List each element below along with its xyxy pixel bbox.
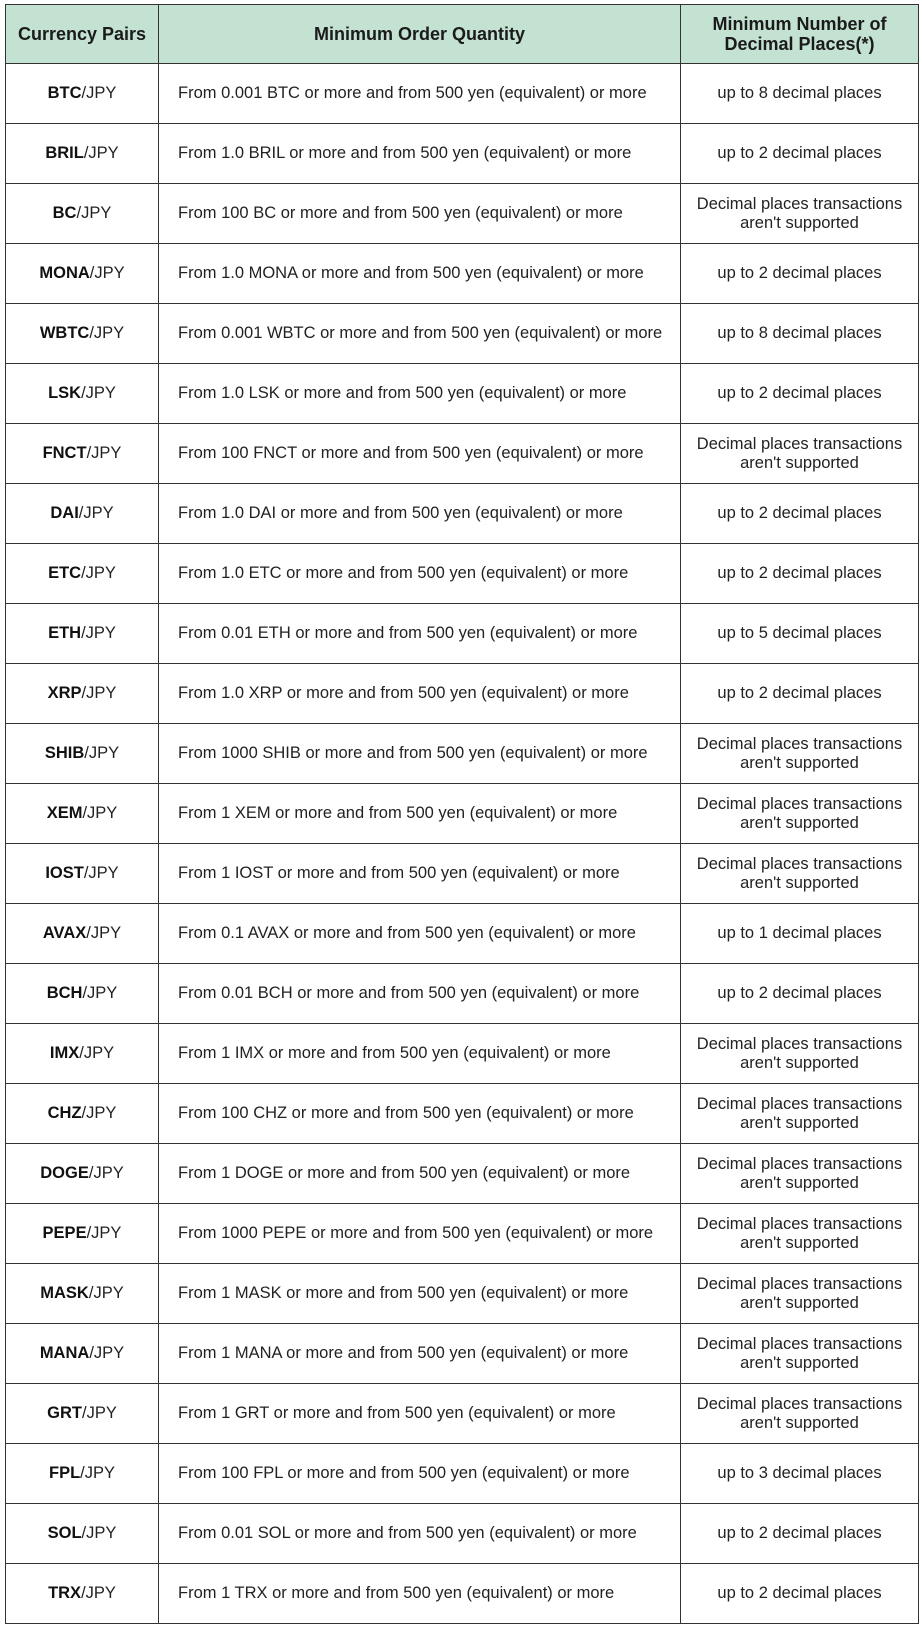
table-row <box>6 784 919 844</box>
quote-currency: /JPY <box>82 804 118 822</box>
currency-pair-cell <box>6 124 159 184</box>
quote-currency: /JPY <box>81 84 117 102</box>
minimum-order-quantity-cell: From 1 DOGE or more and from 500 yen (equivalent) or more <box>159 1144 681 1204</box>
decimal-places-cell: up to 2 decimal places <box>681 544 919 604</box>
quote-currency: /JPY <box>86 924 122 942</box>
table-row <box>6 124 919 184</box>
currency-pair-cell <box>6 844 159 904</box>
currency-pair-cell <box>6 1324 159 1384</box>
base-currency: IMX <box>49 1044 80 1062</box>
table-row <box>6 1504 919 1564</box>
decimal-places-cell: Decimal places transactions aren't supported <box>681 844 919 904</box>
minimum-order-quantity-cell: From 1 MASK or more and from 500 yen (equivalent) or more <box>159 1264 681 1324</box>
table-row <box>6 484 919 544</box>
currency-pair-cell <box>6 1444 159 1504</box>
currency-pair-cell <box>6 1504 159 1564</box>
currency-pair-cell <box>6 1144 159 1204</box>
table-row <box>6 244 919 304</box>
decimal-places-cell: Decimal places transactions aren't supported <box>681 1264 919 1324</box>
currency-pair-cell <box>6 784 159 844</box>
table-row <box>6 1264 919 1324</box>
minimum-order-quantity-cell: From 0.001 WBTC or more and from 500 yen (equivalent) or more <box>159 304 681 364</box>
currency-pair-cell <box>6 424 159 484</box>
quote-currency: /JPY <box>89 324 125 342</box>
decimal-places-cell: Decimal places transactions aren't supported <box>681 1384 919 1444</box>
table-row <box>6 544 919 604</box>
table-row <box>6 844 919 904</box>
decimal-places-cell: up to 1 decimal places <box>681 904 919 964</box>
minimum-order-quantity-cell: From 0.01 ETH or more and from 500 yen (equivalent) or more <box>159 604 681 664</box>
base-currency: BTC <box>47 84 82 102</box>
table-row <box>6 964 919 1024</box>
base-currency: FPL <box>48 1464 81 1482</box>
decimal-places-cell: up to 3 decimal places <box>681 1444 919 1504</box>
quote-currency: /JPY <box>79 1044 115 1062</box>
decimal-places-cell: up to 2 decimal places <box>681 964 919 1024</box>
base-currency: ETC <box>48 564 82 582</box>
base-currency: LSK <box>48 384 82 402</box>
currency-pair-cell <box>6 304 159 364</box>
currency-pair-cell <box>6 184 159 244</box>
base-currency: PEPE <box>42 1224 87 1242</box>
base-currency: MANA <box>39 1344 90 1362</box>
currency-pair-cell <box>6 484 159 544</box>
currency-pair-cell <box>6 664 159 724</box>
quote-currency: /JPY <box>89 264 125 282</box>
decimal-places-cell: Decimal places transactions aren't supported <box>681 424 919 484</box>
quote-currency: /JPY <box>80 1464 116 1482</box>
minimum-order-quantity-cell: From 100 CHZ or more and from 500 yen (equivalent) or more <box>159 1084 681 1144</box>
decimal-places-cell: up to 5 decimal places <box>681 604 919 664</box>
base-currency: XEM <box>46 804 83 822</box>
quote-currency: /JPY <box>78 504 114 522</box>
currency-pair-cell <box>6 1384 159 1444</box>
table-row <box>6 1324 919 1384</box>
quote-currency: /JPY <box>86 444 122 462</box>
decimal-places-cell: up to 2 decimal places <box>681 664 919 724</box>
base-currency: IOST <box>45 864 84 882</box>
currency-pair-cell <box>6 1084 159 1144</box>
currency-pair-cell <box>6 1264 159 1324</box>
base-currency: WBTC <box>39 324 90 342</box>
table-row <box>6 424 919 484</box>
table-row <box>6 64 919 124</box>
currency-pair-cell <box>6 1024 159 1084</box>
header-currency-pairs: Currency Pairs <box>6 5 159 64</box>
order-quantity-table-container <box>5 4 918 1624</box>
minimum-order-quantity-cell: From 1 MANA or more and from 500 yen (equivalent) or more <box>159 1324 681 1384</box>
minimum-order-quantity-cell: From 1.0 ETC or more and from 500 yen (equivalent) or more <box>159 544 681 604</box>
decimal-places-cell: Decimal places transactions aren't supported <box>681 784 919 844</box>
currency-pair-cell <box>6 964 159 1024</box>
table-row <box>6 904 919 964</box>
quote-currency: /JPY <box>81 1104 117 1122</box>
currency-pair-cell <box>6 1564 159 1624</box>
quote-currency: /JPY <box>83 144 119 162</box>
table-row <box>6 1444 919 1504</box>
base-currency: XRP <box>47 684 82 702</box>
base-currency: BCH <box>46 984 83 1002</box>
table-row <box>6 364 919 424</box>
decimal-places-cell: up to 8 decimal places <box>681 304 919 364</box>
header-minimum-decimal-places: Minimum Number of Decimal Places(*) <box>681 5 919 64</box>
minimum-order-quantity-cell: From 0.01 BCH or more and from 500 yen (equivalent) or more <box>159 964 681 1024</box>
minimum-order-quantity-cell: From 1000 PEPE or more and from 500 yen (equivalent) or more <box>159 1204 681 1264</box>
quote-currency: /JPY <box>81 1404 117 1422</box>
decimal-places-cell: Decimal places transactions aren't supported <box>681 1204 919 1264</box>
table-row <box>6 304 919 364</box>
quote-currency: /JPY <box>88 1284 124 1302</box>
base-currency: DOGE <box>40 1164 89 1182</box>
table-row <box>6 724 919 784</box>
base-currency: CHZ <box>47 1104 82 1122</box>
quote-currency: /JPY <box>83 864 119 882</box>
quote-currency: /JPY <box>81 564 116 582</box>
quote-currency: /JPY <box>88 1164 124 1182</box>
quote-currency: /JPY <box>81 684 117 702</box>
table-row <box>6 664 919 724</box>
table-row <box>6 1024 919 1084</box>
base-currency: AVAX <box>42 924 87 942</box>
minimum-order-quantity-cell: From 1 GRT or more and from 500 yen (equivalent) or more <box>159 1384 681 1444</box>
quote-currency: /JPY <box>82 984 118 1002</box>
decimal-places-cell: Decimal places transactions aren't supported <box>681 1024 919 1084</box>
decimal-places-cell: Decimal places transactions aren't supported <box>681 1084 919 1144</box>
minimum-order-quantity-cell: From 1 TRX or more and from 500 yen (equivalent) or more <box>159 1564 681 1624</box>
base-currency: BC <box>52 204 77 222</box>
minimum-order-quantity-cell: From 100 FPL or more and from 500 yen (equivalent) or more <box>159 1444 681 1504</box>
minimum-order-quantity-cell: From 1.0 DAI or more and from 500 yen (equivalent) or more <box>159 484 681 544</box>
currency-pair-cell <box>6 364 159 424</box>
base-currency: MONA <box>39 264 90 282</box>
currency-pair-cell <box>6 1204 159 1264</box>
decimal-places-cell: up to 2 decimal places <box>681 244 919 304</box>
table-row <box>6 184 919 244</box>
minimum-order-quantity-cell: From 0.01 SOL or more and from 500 yen (equivalent) or more <box>159 1504 681 1564</box>
minimum-order-quantity-cell: From 100 BC or more and from 500 yen (equivalent) or more <box>159 184 681 244</box>
quote-currency: /JPY <box>81 1524 117 1542</box>
minimum-order-quantity-cell: From 1.0 BRIL or more and from 500 yen (equivalent) or more <box>159 124 681 184</box>
quote-currency: /JPY <box>76 204 112 222</box>
minimum-order-quantity-cell: From 100 FNCT or more and from 500 yen (equivalent) or more <box>159 424 681 484</box>
quote-currency: /JPY <box>89 1344 125 1362</box>
decimal-places-cell: Decimal places transactions aren't supported <box>681 1324 919 1384</box>
base-currency: FNCT <box>42 444 87 462</box>
minimum-order-quantity-cell: From 1 XEM or more and from 500 yen (equivalent) or more <box>159 784 681 844</box>
minimum-order-quantity-cell: From 0.001 BTC or more and from 500 yen (equivalent) or more <box>159 64 681 124</box>
minimum-order-quantity-cell: From 1.0 LSK or more and from 500 yen (equivalent) or more <box>159 364 681 424</box>
header-row <box>6 5 919 64</box>
currency-pair-cell <box>6 544 159 604</box>
decimal-places-cell: up to 2 decimal places <box>681 484 919 544</box>
header-minimum-order-quantity: Minimum Order Quantity <box>159 5 681 64</box>
table-row <box>6 604 919 664</box>
table-row <box>6 1084 919 1144</box>
base-currency: BRIL <box>45 144 84 162</box>
currency-pair-cell <box>6 604 159 664</box>
base-currency: DAI <box>50 504 79 522</box>
currency-pair-cell <box>6 244 159 304</box>
table-row <box>6 1564 919 1624</box>
table-row <box>6 1384 919 1444</box>
minimum-order-quantity-cell: From 1.0 MONA or more and from 500 yen (equivalent) or more <box>159 244 681 304</box>
minimum-order-quantity-cell: From 1 IMX or more and from 500 yen (equivalent) or more <box>159 1024 681 1084</box>
quote-currency: /JPY <box>81 384 116 402</box>
table-header <box>6 5 919 64</box>
quote-currency: /JPY <box>84 744 120 762</box>
decimal-places-cell: Decimal places transactions aren't supported <box>681 1144 919 1204</box>
decimal-places-cell: Decimal places transactions aren't supported <box>681 724 919 784</box>
minimum-order-quantity-cell: From 1 IOST or more and from 500 yen (equivalent) or more <box>159 844 681 904</box>
base-currency: MASK <box>40 1284 89 1302</box>
minimum-order-quantity-cell: From 1.0 XRP or more and from 500 yen (equivalent) or more <box>159 664 681 724</box>
decimal-places-cell: up to 2 decimal places <box>681 124 919 184</box>
quote-currency: /JPY <box>81 1584 116 1602</box>
minimum-order-quantity-cell: From 0.1 AVAX or more and from 500 yen (equivalent) or more <box>159 904 681 964</box>
order-quantity-table <box>5 4 919 1624</box>
base-currency: SOL <box>47 1524 82 1542</box>
decimal-places-cell: up to 8 decimal places <box>681 64 919 124</box>
decimal-places-cell: up to 2 decimal places <box>681 364 919 424</box>
table-row <box>6 1144 919 1204</box>
base-currency: ETH <box>48 624 82 642</box>
quote-currency: /JPY <box>81 624 116 642</box>
currency-pair-cell <box>6 64 159 124</box>
currency-pair-cell <box>6 904 159 964</box>
base-currency: TRX <box>48 1584 82 1602</box>
decimal-places-cell: up to 2 decimal places <box>681 1564 919 1624</box>
minimum-order-quantity-cell: From 1000 SHIB or more and from 500 yen (equivalent) or more <box>159 724 681 784</box>
base-currency: GRT <box>47 1404 82 1422</box>
table-body <box>6 64 919 1624</box>
table-row <box>6 1204 919 1264</box>
base-currency: SHIB <box>44 744 85 762</box>
decimal-places-cell: up to 2 decimal places <box>681 1504 919 1564</box>
currency-pair-cell <box>6 724 159 784</box>
decimal-places-cell: Decimal places transactions aren't supported <box>681 184 919 244</box>
quote-currency: /JPY <box>86 1224 122 1242</box>
